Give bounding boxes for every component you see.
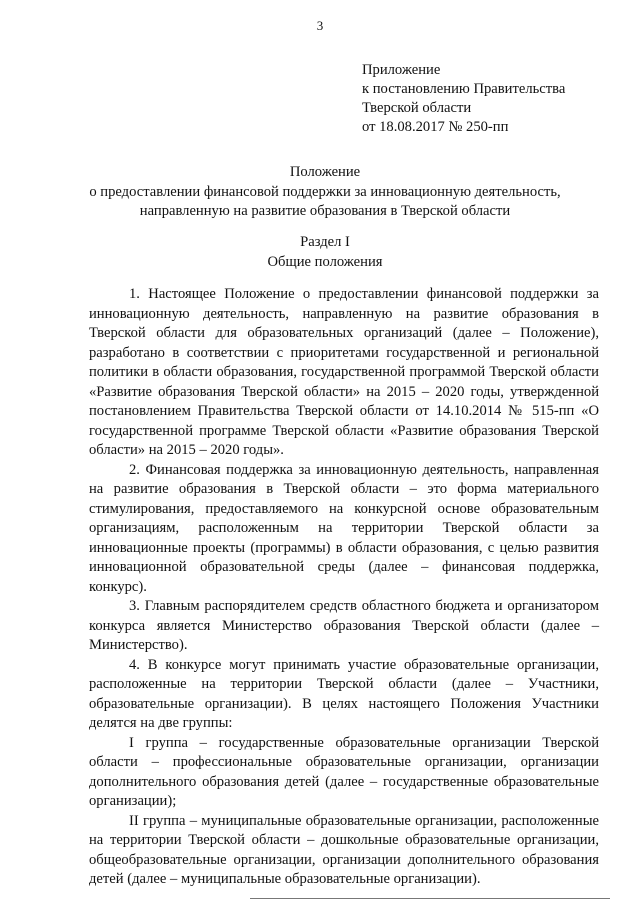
paragraph: II группа – муниципальные образовательные организации, расположенные на территории Тверской области – дошкольные образовательные организации, общеобразовательные организации, организации дополнительного образования детей (далее – муниципальные образовательные организации). xyxy=(89,812,599,887)
document-body xyxy=(89,285,599,890)
section-heading xyxy=(60,233,590,272)
paragraph: 4. В конкурсе могут принимать участие образовательные организации, расположенные на территории Тверской области (далее – Участники, образовательные организации). В целях настоящего Положения Участники делятся на две группы: xyxy=(89,656,599,731)
paragraph: 2. Финансовая поддержка за инновационную деятельность, направленная на развитие образования в Тверской области – это форма материального стимулирования, предоставляемого на конкурсной основе образовательным организациям, расположенным на территории Тверской области за инновационные проекты (программы) в области образования, с целью развития инновационной образовательной среды (далее – финансовая поддержка, конкурс). xyxy=(89,461,599,595)
appendix-line: Приложение xyxy=(362,62,441,78)
title-line: о предоставлении финансовой поддержки за инновационную деятельность, xyxy=(89,183,561,200)
appendix-block xyxy=(362,61,632,137)
section-number: Раздел I xyxy=(300,234,350,250)
section-name: Общие положения xyxy=(267,253,383,270)
paragraph: I группа – государственные образовательные организации Тверской области – профессиональные образовательные организации, организации дополнительного образования детей (далее – государственные образовательные организации); xyxy=(89,734,599,809)
appendix-line: от 18.08.2017 № 250-пп xyxy=(362,119,509,135)
paragraph: 1. Настоящее Положение о предоставлении финансовой поддержки за инновационную деятельность, направленную на развитие образования в Тверской области для образовательных организаций (далее – Положение), разработано в соответствии с приоритетами государственной и региональной политики в области образования, государственной программой Тверской области «Развитие образования Тверской области» на 2015 – 2020 годы, утвержденной постановлением Правительства Тверской области от 14.10.2014 № 515-пп «О государственной программе Тверской области «Развитие образования Тверской области» на 2015 – 2020 годы». xyxy=(89,286,599,458)
page-number: 3 xyxy=(316,18,324,33)
paragraph: 3. Главным распорядителем средств областного бюджета и организатором конкурса является Министерство образования Тверской области (далее – Министерство). xyxy=(89,598,599,653)
document-title xyxy=(60,163,590,222)
title-line: Положение xyxy=(289,164,361,180)
footer-divider xyxy=(250,898,610,899)
appendix-line: Тверской области xyxy=(362,100,472,116)
appendix-line: к постановлению Правительства xyxy=(362,81,566,97)
title-line: направленную на развитие образования в Тверской области xyxy=(139,203,511,219)
